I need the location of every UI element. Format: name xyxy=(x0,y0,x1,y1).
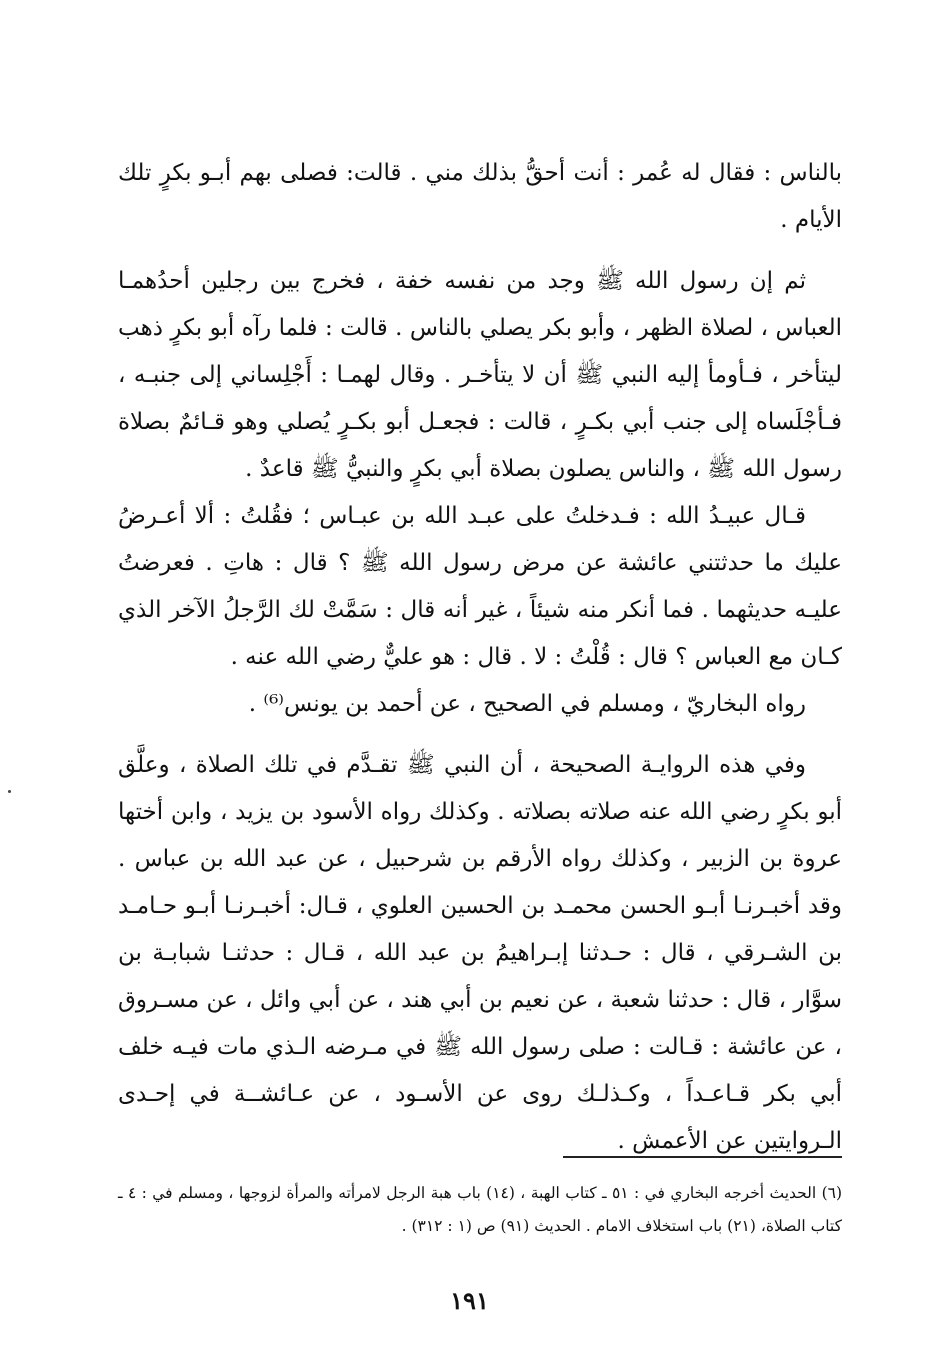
scan-speck xyxy=(8,790,11,793)
paragraph-continuation: بالناس : فقال له عُمر : أنت أحقُّ بذلك مني . قالت: فصلى بهم أبـو بكرٍ تلك الأيام . xyxy=(118,160,842,233)
paragraph-citation: رواه البخاريّ ، ومسلم في الصحيح ، عن أحمد بن يونس⁽⁶⁾ . xyxy=(248,691,806,717)
paragraph: قـال عبيـدُ الله : فـدخلتُ على عبـد الله بن عبـاس ؛ فقُلتُ : ألا أعـرضُ عليك ما حدثتني عائشة عن مرض رسول الله ﷺ ؟ قال : هاتِ . فعرضتُ عليـه حديثهما . فما أنكر منه شيئاً ، غير أنه قال : سَمَّتْ لك الرَّجلُ الآخر الذي كـان مع العباس ؟ قال : قُلْتُ : لا . قال : هو عليٌّ رضي الله عنه . xyxy=(118,503,842,670)
footnote: (٦) الحديث أخرجه البخاري في : ٥١ ـ كتاب الهبة ، (١٤) باب هبة الرجل لامرأته والمرأة لزوجها ، ومسلم في : ٤ ـ كتاب الصلاة، (٢١) باب استخلاف الامام . الحديث (٩١) ص (١ : ٣١٢) . xyxy=(118,1184,843,1235)
paragraph: وفي هذه الروايـة الصحيحة ، أن النبي ﷺ تقـدَّم في تلك الصلاة ، وعلَّق أبو بكرٍ رضي الله عنه صلاته بصلاته . وكذلك رواه الأسود بن يزيد ، وابن أختها عروة بن الزبير ، وكذلك رواه الأرقم بن شرحبيل ، عن عبد الله بن عباس . وقد أخبـرنـا أبـو الحسن محمـد بن الحسين العلوي ، قـال: أخبـرنـا أبـو حـامـد بن الشـرقي ، قال : حـدثنا إبـراهيمُ بن عبد الله ، قـال : حدثنـا شبابـة بن سوَّار ، قال : حدثنا شعبة ، عن نعيم بن أبي هند ، عن أبي وائل ، عن مسـروق ، عن عائشة : قـالت : صلى رسول الله ﷺ في مـرضه الـذي مات فيـه خلف أبي بكر قـاعـداً ، وكـذلـك روى عن الأسـود ، عن عـائشــة في إحـدى الـروايتين عن الأعمش . xyxy=(118,752,842,1154)
paragraph: ثم إن رسول الله ﷺ وجد من نفسه خفة ، فخرج بين رجلين أحدُهمـا العباس ، لصلاة الظهر ، وأبو بكر يصلي بالناس . قالت : فلما رآه أبو بكرٍ ذهب ليتأخر ، فـأومأ إليه النبي ﷺ أن لا يتأخـر . وقال لهمـا : أَجْلِساني إلى جنبـه ، فـأجْلَساه إلى جنب أبي بكـرٍ ، قالت : فجعـل أبو بكـرٍ يُصلي وهو قـائمٌ بصلاة رسول الله ﷺ ، والناس يصلون بصلاة أبي بكرٍ والنبيُّ ﷺ قاعدٌ . xyxy=(118,268,842,482)
footnote-separator xyxy=(563,1156,842,1158)
footnotes xyxy=(118,1177,842,1243)
main-text xyxy=(118,150,842,1165)
page-number: ١٩١ xyxy=(450,1286,489,1315)
